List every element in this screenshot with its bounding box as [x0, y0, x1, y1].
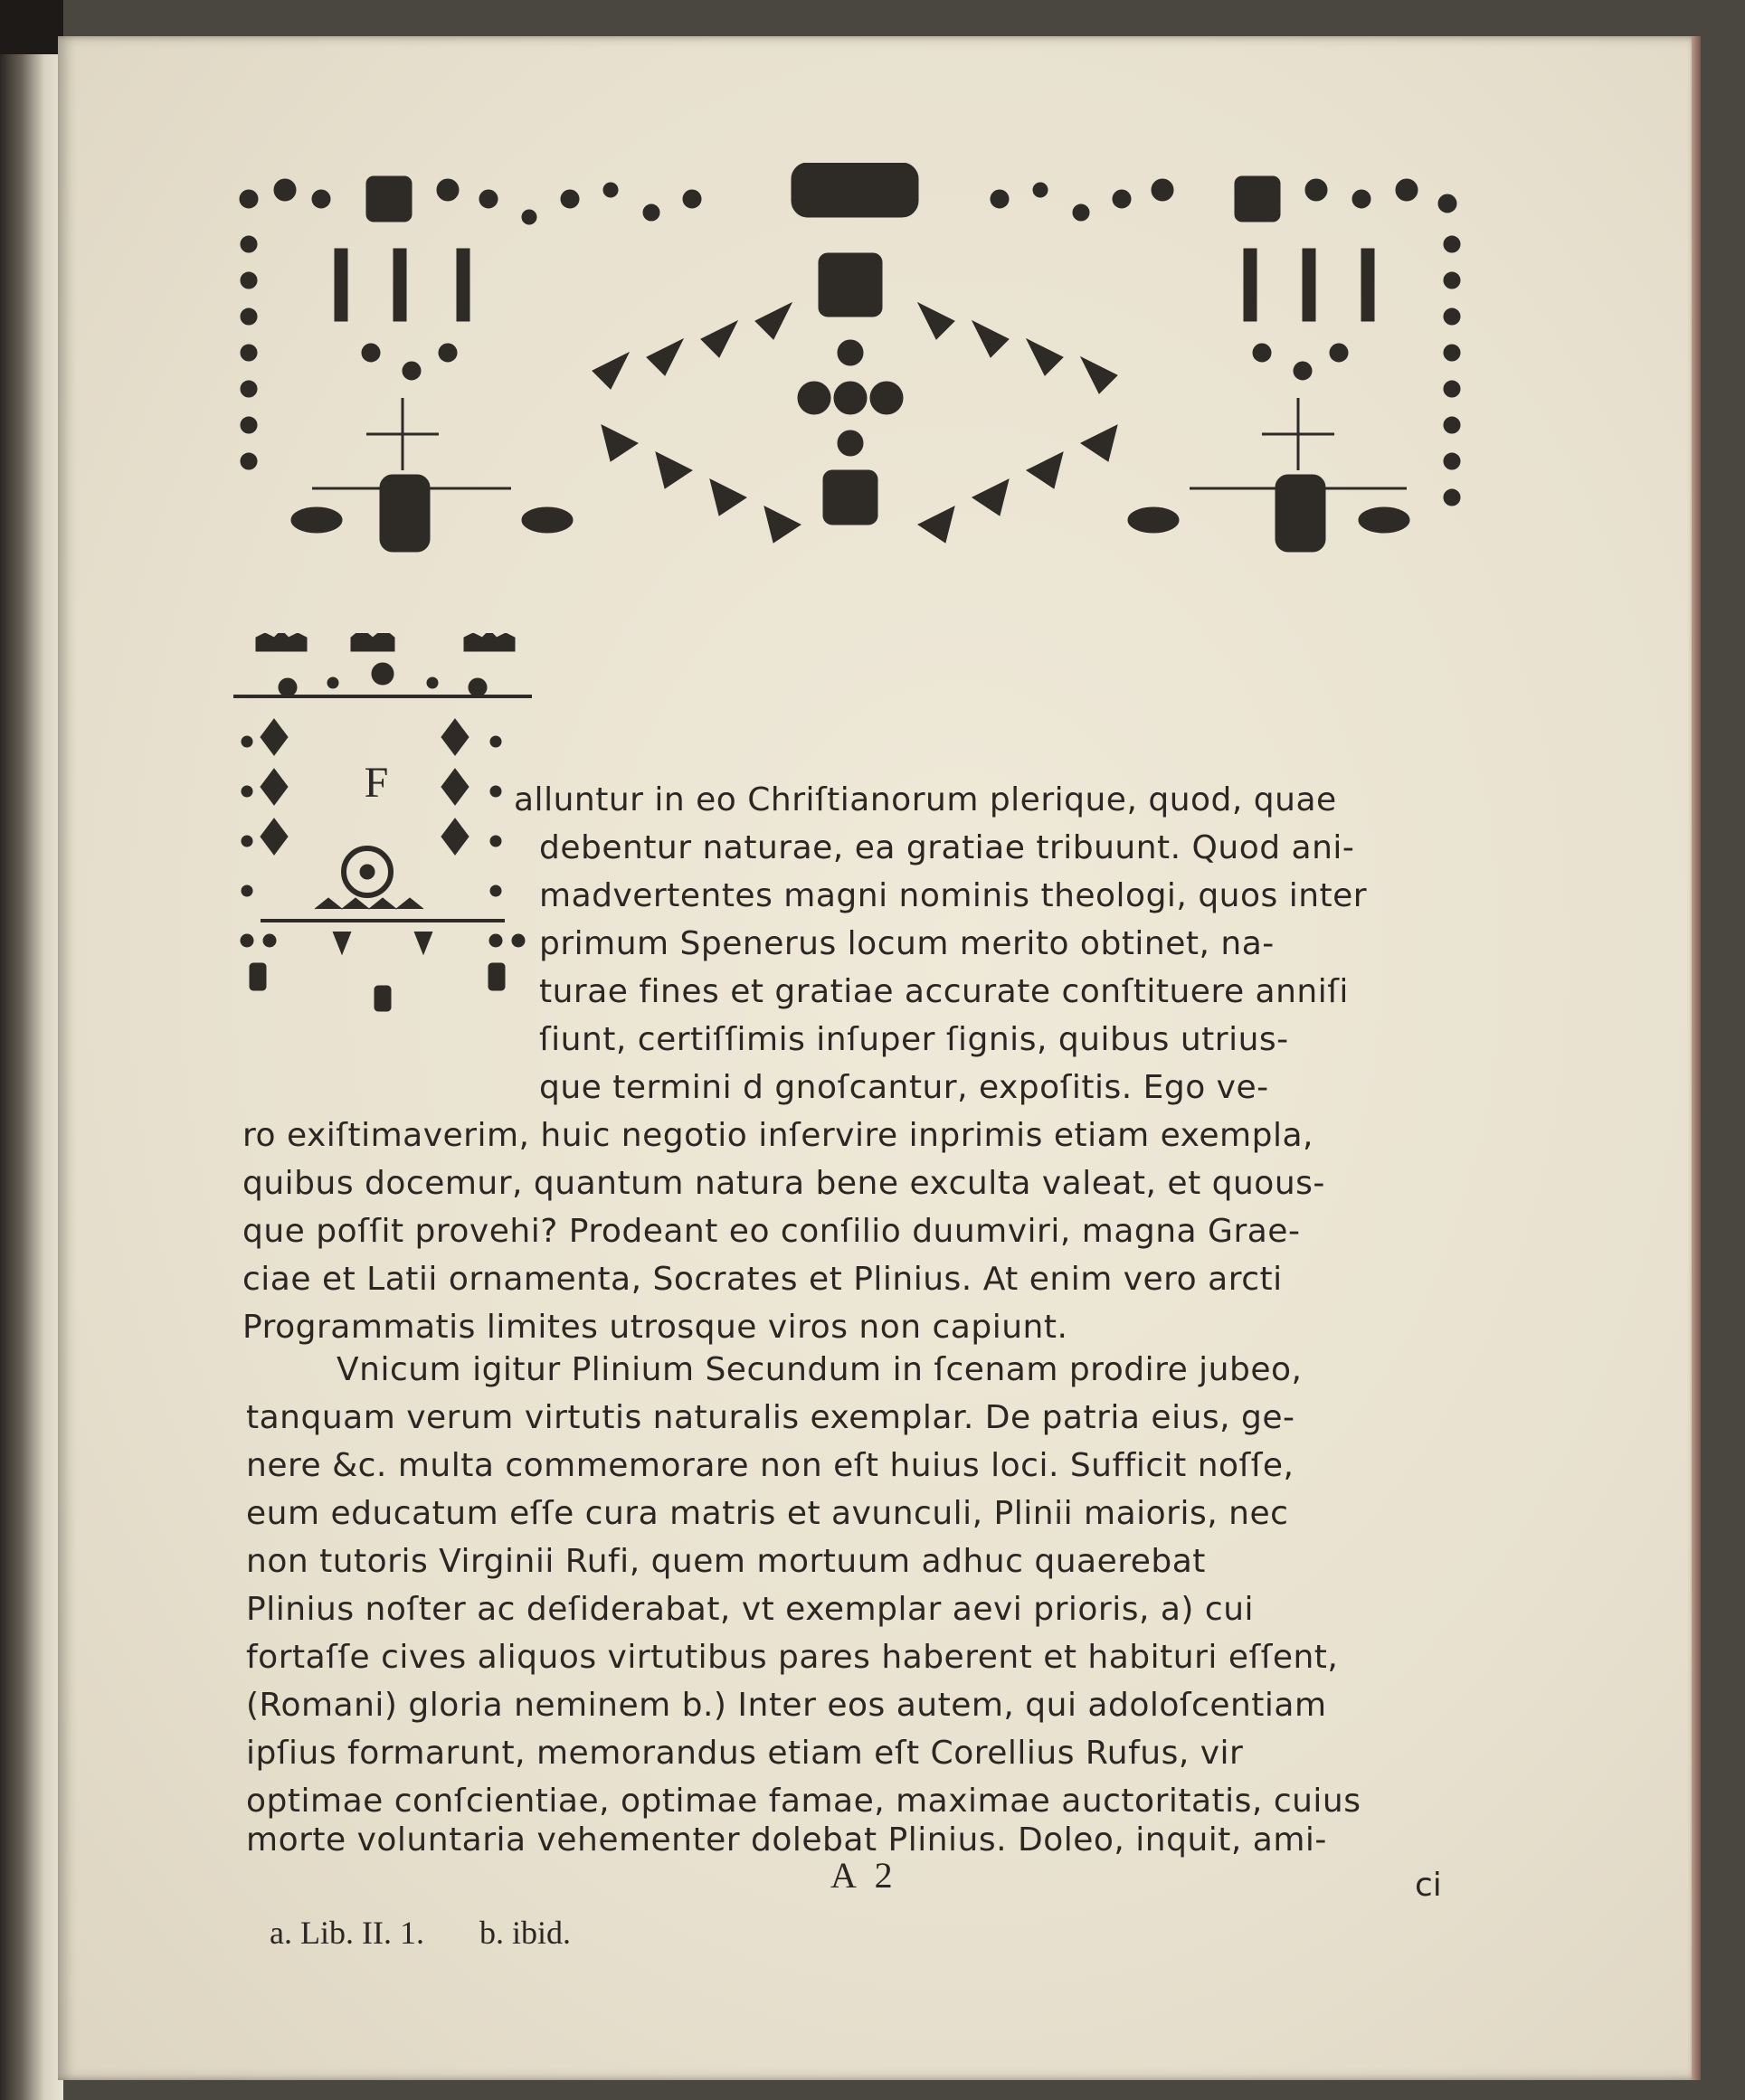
text-line: Plinius noſter ac deſiderabat, vt exemplar aevi prioris, a) cui [246, 1591, 1255, 1628]
text-line: nere &c. multa commemorare non eſt huius loci. Sufficit noſſe, [246, 1447, 1295, 1484]
text-line: (Romani) gloria neminem b.) Inter eos autem, qui adoloſcentiam [246, 1687, 1327, 1724]
initial-letter: F [364, 759, 389, 807]
text-line: debentur naturae, ea gratiae tribuunt. Quod ani- [539, 829, 1355, 866]
text-line: ipſius formarunt, memorandus etiam eſt Corellius Rufus, vir [246, 1735, 1244, 1772]
text-line: ciae et Latii ornamenta, Socrates et Plinius. At enim vero arcti [242, 1261, 1283, 1298]
text-line: tanquam verum virtutis naturalis exemplar. De patria eius, ge- [246, 1399, 1295, 1436]
text-line: optimae conſcientiae, optimae famae, maximae auctoritatis, cuius [246, 1783, 1361, 1820]
book-binding [0, 0, 63, 2100]
ornamental-headpiece [231, 163, 1479, 561]
text-line: madvertentes magni nominis theologi, quos inter [539, 877, 1368, 914]
text-line: primum Spenerus locum merito obtinet, na- [539, 925, 1275, 962]
page-right-edge [1692, 36, 1701, 2080]
text-line: ſiunt, certiſſimis inſuper ſignis, quibus utrius- [539, 1021, 1289, 1058]
text-line: turae fines et gratiae accurate conſtituere anniſi [539, 973, 1349, 1010]
footnote-b: b. ibid. [479, 1915, 571, 1951]
text-line: morte voluntaria vehementer dolebat Plinius. Doleo, inquit, ami- [246, 1821, 1327, 1859]
text-line: ro exiſtimaverim, huic negotio inſervire inprimis etiam exempla, [242, 1117, 1313, 1154]
text-line: quibus docemur, quantum natura bene exculta valeat, et quous- [242, 1165, 1325, 1202]
text-line: fortaſſe cives aliquos virtutibus pares haberent et habituri eſſent, [246, 1639, 1339, 1676]
footnotes [270, 1914, 618, 1952]
binding-edge [0, 0, 63, 54]
text-line: non tutoris Virginii Rufi, quem mortuum adhuc quaerebat [246, 1543, 1206, 1580]
text-line: que termini d gnoſcantur, expoſitis. Ego ve- [539, 1069, 1269, 1106]
signature-mark: A 2 [830, 1855, 898, 1896]
catchword: ci [1415, 1867, 1442, 1904]
text-line: alluntur in eo Chriſtianorum plerique, quod, quae [514, 781, 1337, 818]
text-line: eum educatum eſſe cura matris et avunculi, Plinii maioris, nec [246, 1495, 1289, 1532]
text-line: Vnicum igitur Plinium Secundum in ſcenam prodire jubeo, [337, 1351, 1303, 1388]
decorated-initial-frame [233, 633, 532, 1013]
text-line: Programmatis limites utrosque viros non capiunt. [242, 1309, 1068, 1346]
text-line: que poſſit provehi? Prodeant eo conſilio duumviri, magna Grae- [242, 1213, 1301, 1250]
footnote-a: a. Lib. II. 1. [270, 1915, 424, 1951]
